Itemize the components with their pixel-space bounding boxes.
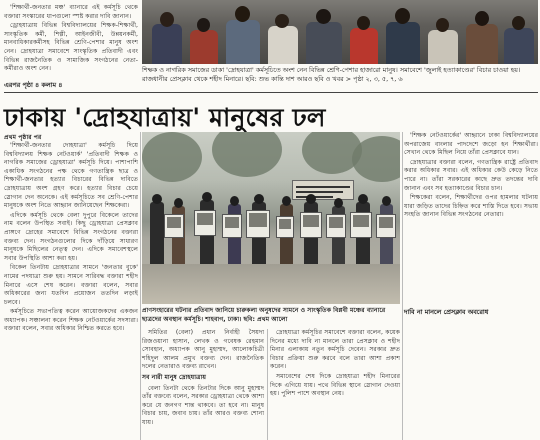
paragraph: এদিকে কর্মসূচি থেকে বেলা দুপুরে বিকেলে তাদের নাম বলেন উপস্থিত সবাই। কিছু ড্রোহযাত্রা প্রেসক্লাব প্রাঙ্গণে দ্রোহের সমাবেশে বিভিন্ন সংগঠনের বক্তারা বক্তব্য দেন। সংগঠনগুলোর দিকে দাঁড়িয়ে সাধারণ মানুষকে মিছিলের নেতৃত্ব দেন। এদিকে সমাবেশস্থলে সবার উপস্থিতি আশা করা হয়। [4, 211, 138, 262]
protest-photo [142, 132, 400, 304]
paragraph: সমাবেশের শেষ দিকে দ্রোহযাত্রা শহীদ মিনারের দিকে এগিয়ে যায়। পথে বিভিন্ন স্থানে স্লোগান দেওয়া হয়। পুলিশ পাশে অবস্থান নেয়। [270, 372, 400, 398]
paragraph: দ্রোহযাত্রার বক্তারা বলেন, গণতান্ত্রিক রাষ্ট্রে প্রতিবাদ করার অধিকার সবার। এই অধিকার কেউ কেড়ে নিতে পারে না। তাঁরা সরকারের কাছে দ্রুত তদন্তের দাবি জানান এবং সব হত্যাকাণ্ডের বিচার চান। [404, 158, 538, 192]
byline: প্রথম পৃষ্ঠার পর [4, 134, 42, 141]
column-divider [402, 132, 403, 440]
middle-column-text [142, 329, 264, 429]
left-column-text [4, 142, 138, 335]
paragraph: শিক্ষকেরা বলেন, শিক্ষার্থীদের ওপর হামলার ঘটনায় যারা জড়িত তাদের চিহ্নিত করে শাস্তি দিতে হবে। সভায় সংহতি জানান বিভিন্ন সংগঠনের নেতারা। [404, 194, 538, 219]
subheading: দাবি না মানলে প্রেসক্লাব অবরোধ [404, 308, 489, 316]
center-right-column-text [270, 329, 400, 400]
paragraph: 'শিক্ষার্থী-জনতার দোহযাত্রা' কর্মসূচি দিয়ে বিশ্ববিদ্যালয় শিক্ষক নেটওয়ার্ক' 'প্রতিবাদী শিক্ষক ও নাগরিক সমাজের ড্রোহযাত্রা' কর্মসূচি দিয়ে। পাশাপাশি একাধিক সংগঠনের পক্ষ থেকে গণতান্ত্রিক ছাত্র ও শিক্ষার্থী-জনতার হত্যার বিচারের বিভিন্ন দাবিতে দ্রোহযাত্রায় অংশ গ্রহণ করে। হত্যার বিচার চেয়ে স্লোগান দেন অনেকে। এই কর্মসূচিতে সব শ্রেণি-পেশার মানুষকে অংশ নিতে আহ্বান জানিয়েছেন শিক্ষকেরা। [4, 142, 138, 210]
crowd-photo [142, 0, 538, 64]
paragraph: সমিতির (বেলা) প্রধান নির্বাহী সৈয়দা রিজওয়ানা হাসান, লেখক ও গবেষক রেহমান সোবহান, অধ্যাপক আনু মুহাম্মদ, আলোকচিত্রী শহিদুল আলম প্রমুখ বক্তব্য দেন। রাজনৈতিক দলের নেতারাও বক্তব্য রাখেন। [142, 329, 264, 371]
column-divider [267, 329, 268, 440]
paragraph: 'শিক্ষক নেটওয়ার্কের' আহ্বানে ঢাকা বিশ্ববিদ্যালয়ের অপরাজেয় বাংলার পাদদেশে জড়ো হন শিক্ষার্থীরা। সেখান থেকে মিছিল নিয়ে তাঁরা প্রেসক্লাবে যান। [404, 132, 538, 157]
top-left-article-text [4, 4, 138, 75]
paragraph: ড্রোহযাত্রায় বিভিন্ন বিশ্ববিদ্যালয়ের শিক্ষক-শিক্ষার্থী, সাংস্কৃতিক কর্মী, শিল্পী, আইনজীবী, উন্নয়নকর্মী, মানবাধিকারকর্মীসহ বিভিন্ন শ্রেণি-পেশার মানুষ অংশ নেন। দ্রোহযাত্রা সমাবেশে সাংস্কৃতিক প্রতিবাদী এবং বিভিন্ন রাজনৈতিক ও সামাজিক সংগঠনের নেতা-কর্মীরাও অংশ নেন। [4, 22, 138, 73]
top-photo-caption: শিক্ষক ও নাগরিক সমাজের ডাকা 'দ্রোহযাত্রা' কর্মসূচিতে অংশ নেন বিভিন্ন শ্রেণি-পেশার হাজারো মানুষ। সমাবেশে 'জুলাই হত্যাকাণ্ডের' বিচার চাওয়া হয়। রাজধানীর প্রেসক্লাব থেকে শহীদ মিনারে। ছবি: শুভ কান্তি দাশ আরও ছবি ও খবর > পৃষ্ঠা ২, ৩, ৫, ৭, ৬ [142, 66, 521, 83]
continue-label: এরপর পৃষ্ঠা ৪ কলাম ৪ [4, 81, 63, 89]
paragraph: বেলা তিনটা থেকে তিনটার দিকে আনু মুহাম্মদ তাঁর বক্তব্যে বলেন, সরকার ড্রোহযাত্রা থেকে আশা করে যে জনগণ শান্ত থাকবে। তা হবে না। মানুষ বিচার চায়, জবাব চায়। তাঁর আরও বক্তব্য শোনা যায়। [142, 384, 264, 426]
section-divider [4, 92, 538, 93]
paragraph: দ্রোহযাত্রা কর্মসূচির সমাবেশে বক্তারা বলেন, কয়েক দিনের মধ্যে দাবি না মানলে তারা প্রেসক্লাব ও শহীদ মিনার এলাকায় নতুন কর্মসূচি দেবেন। সরকার দ্রুত বিচার প্রক্রিয়া শুরু করবে বলে তারা আশা প্রকাশ করেন। [270, 329, 400, 371]
paragraph: বিকেল তিনটায় দ্রোহযাত্রার সামনে 'জনতার বুকে' নামের পদযাত্রা শুরু হয়। সামনে সারিবদ্ধ বক্তারা শহীদ মিনারে এসে শেষ করেন। বক্তারা বলেন, সবার অধিকারের জন্য যতদিন প্রয়োজন ততদিন লড়াই চলবে। [4, 264, 138, 306]
column-divider [140, 132, 141, 440]
right-column-text [404, 132, 538, 221]
paragraph: কর্মসূচিতে সভাপতিত্ব করেন আয়োজকদের একজন অধ্যাপক। সঞ্চালনা করেন শিক্ষক নেটওয়ার্কের সদস্যরা। বক্তারা বলেন, সবার অধিকার নিশ্চিত করতে হবে। [4, 308, 138, 333]
paragraph: 'শিক্ষার্থী-জনতার মঞ্চ' ব্যানারে এই কর্মসূচি থেকে বক্তারা সংস্কারের ধাপগুলো স্পষ্ট করার দাবি জানান। [4, 4, 138, 20]
main-photo-caption: প্রাণসংহারের ঘটনার প্রতিবাদ জানিয়ে চারুকলা অনুষদের সামনে ও সাংস্কৃতিক বিপ্লবী মঞ্চের ব্যানারে ছাত্রদের অবস্থান কর্মসূচি। শাহবাগ, ঢাকা। ছবি: প্রথম আলো [142, 307, 386, 323]
subheading: সব নারী মানুষ দ্রোহযাত্রায় [142, 373, 207, 381]
headline: ঢাকায় 'দ্রোহযাত্রায়' মানুষের ঢল [4, 103, 326, 132]
